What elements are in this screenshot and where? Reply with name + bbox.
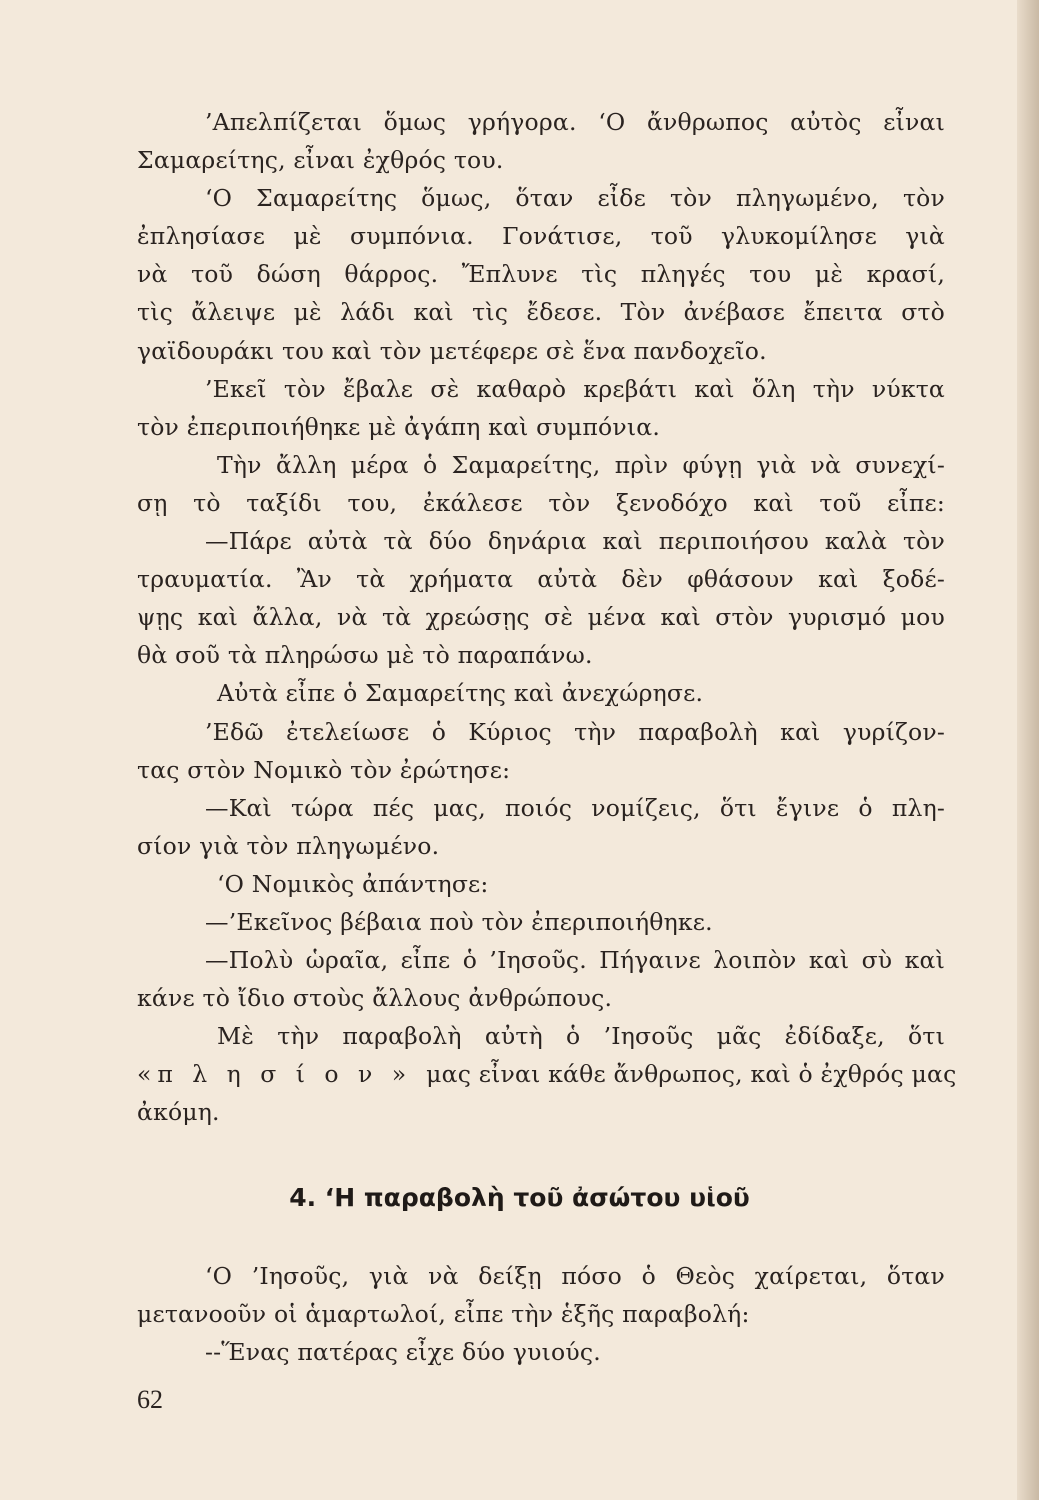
text-line: Αὐτὰ εἶπε ὁ Σαμαρείτης καὶ ἀνεχώρησε. xyxy=(217,679,704,708)
text-line: ‘Ο Νομικὸς ἀπάντησε: xyxy=(217,869,489,898)
text-line: ’Εκεῖ τὸν ἔβαλε σὲ καθαρὸ κρεβάτι καὶ ὅλη τὴν νύκτα xyxy=(205,374,945,403)
text-line: τὸν ἐπεριποιήθηκε μὲ ἀγάπη καὶ συμπόνια. xyxy=(137,412,661,441)
text-line: γαϊδουράκι του καὶ τὸν μετέφερε σὲ ἕνα πανδοχεῖο. xyxy=(137,336,767,365)
text-line: ’Απελπίζεται ὅμως γρήγορα. ‘Ο ἄνθρωπος αὐτὸς εἶναι xyxy=(205,108,945,136)
page-number: 62 xyxy=(137,1385,163,1414)
text-line: ‘Ο Σαμαρείτης ὅμως, ὅταν εἶδε τὸν πληγωμένο, τὸν xyxy=(205,184,945,213)
text-line: ’Εδῶ ἐτελείωσε ὁ Κύριος τὴν παραβολὴ καὶ γυρίζον- xyxy=(205,717,945,746)
body-text xyxy=(137,103,957,1132)
text-line: σίον γιὰ τὸν πληγωμένο. xyxy=(137,831,440,860)
text-line: ἀκόμη. xyxy=(137,1098,220,1127)
text-line: Μὲ τὴν παραβολὴ αὐτὴ ὁ ’Ιησοῦς μᾶς ἐδίδαξε, ὅτι xyxy=(217,1022,945,1051)
text-line: ἐπλησίασε μὲ συμπόνια. Γονάτισε, τοῦ γλυκομίλησε γιὰ xyxy=(137,222,945,251)
text-line: τὶς ἄλειψε μὲ λάδι καὶ τὶς ἔδεσε. Τὸν ἀνέβασε ἔπειτα στὸ xyxy=(137,298,945,327)
section-text xyxy=(137,1257,945,1371)
text-line: —’Εκεῖνος βέβαια ποὺ τὸν ἐπεριποιήθηκε. xyxy=(205,907,713,936)
text-line: τας στὸν Νομικὸ τὸν ἐρώτησε: xyxy=(137,755,511,784)
text-line: —Πάρε αὐτὰ τὰ δύο δηνάρια καὶ περιποιήσου καλὰ τὸν xyxy=(205,527,945,556)
text-line: κάνε τὸ ἴδιο στοὺς ἄλλους ἀνθρώπους. xyxy=(137,984,613,1013)
text-line-rest: μας εἶναι κάθε ἄνθρωπος, καὶ ὁ ἐχθρός μας xyxy=(426,1060,957,1089)
text-line: τραυματία. Ἂν τὰ χρήματα αὐτὰ δὲν φθάσουν καὶ ξοδέ- xyxy=(137,565,945,594)
text-line: —Καὶ τώρα πές μας, ποιός νομίζεις, ὅτι ἔγινε ὁ πλη- xyxy=(205,793,945,822)
emphasized-word: «π λ η σ ί ο ν » xyxy=(137,1060,413,1089)
text-line: —Πολὺ ὡραῖα, εἶπε ὁ ’Ιησοῦς. Πήγαινε λοιπὸν καὶ σὺ καὶ xyxy=(205,946,945,975)
text-line xyxy=(137,1055,957,1093)
text-line: νὰ τοῦ δώση θάρρος. Ἔπλυνε τὶς πληγές του μὲ κρασί, xyxy=(137,260,945,289)
section-heading: 4. ‘Η παραβολὴ τοῦ ἀσώτου υἱοῦ xyxy=(289,1183,750,1212)
text-line: ψῃς καὶ ἄλλα, νὰ τὰ χρεώσῃς σὲ μένα καὶ στὸν γυρισμό μου xyxy=(137,603,945,632)
text-line: ‘Ο ’Ιησοῦς, γιὰ νὰ δείξῃ πόσο ὁ Θεὸς χαίρεται, ὅταν xyxy=(205,1262,945,1290)
text-line: θὰ σοῦ τὰ πληρώσω μὲ τὸ παραπάνω. xyxy=(137,641,593,670)
text-line: Σαμαρείτης, εἶναι ἐχθρός του. xyxy=(137,146,504,175)
text-line: σῃ τὸ ταξίδι του, ἐκάλεσε τὸν ξενοδόχο καὶ τοῦ εἶπε: xyxy=(137,488,945,517)
page-edge xyxy=(1017,0,1039,1500)
text-line: μετανοοῦν οἱ ἁμαρτωλοί, εἶπε τὴν ἑξῆς παραβολή: xyxy=(137,1300,750,1329)
text-line: --Ἕνας πατέρας εἶχε δύο γυιούς. xyxy=(205,1338,601,1367)
text-line: Τὴν ἄλλη μέρα ὁ Σαμαρείτης, πρὶν φύγῃ γιὰ νὰ συνεχί- xyxy=(217,450,945,479)
